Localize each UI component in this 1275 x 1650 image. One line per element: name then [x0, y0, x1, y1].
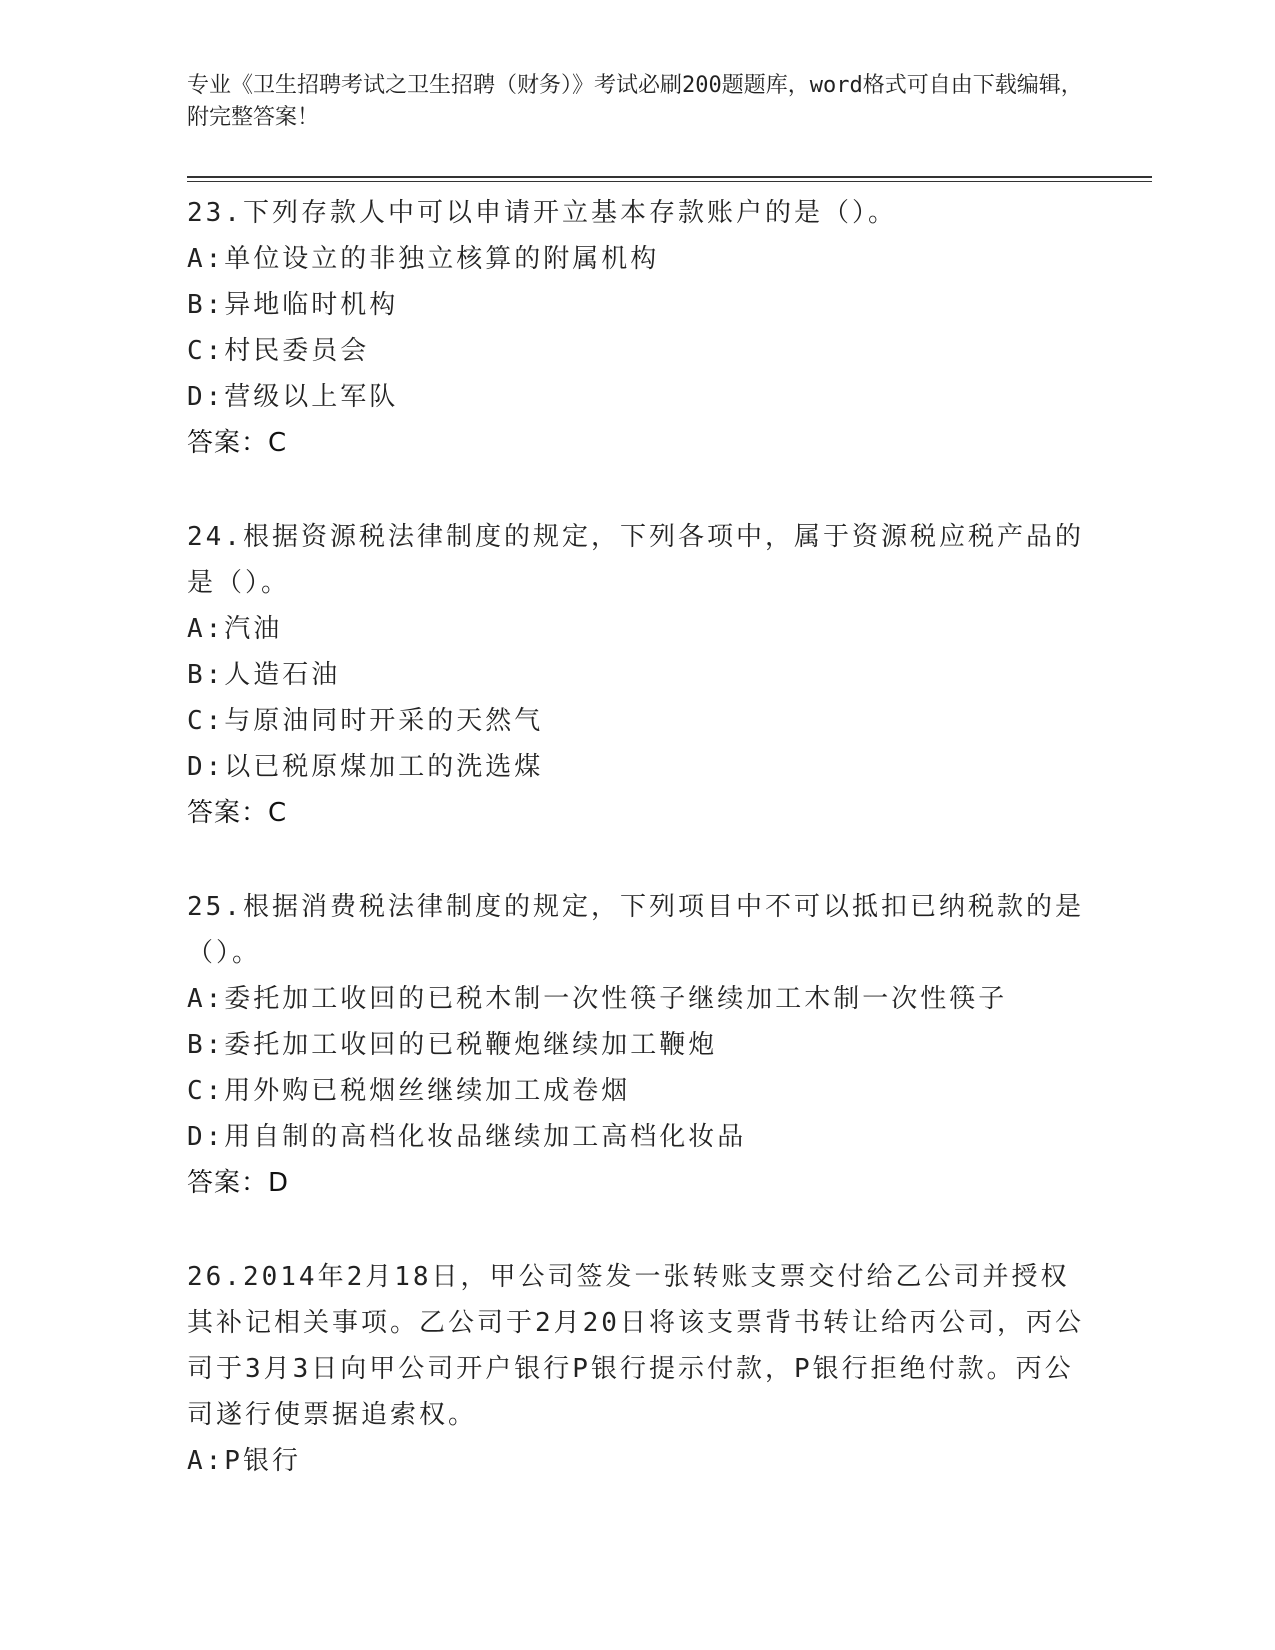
- option-a: A:单位设立的非独立核算的附属机构: [187, 244, 660, 274]
- option-a: A:汽油: [187, 614, 283, 644]
- option-b: B:异地临时机构: [187, 290, 399, 320]
- header-divider-thin: [187, 181, 1152, 182]
- question-list: [187, 190, 1087, 1532]
- answer-text: 答案：C: [187, 428, 288, 458]
- answer-text: 答案：C: [187, 798, 288, 828]
- question-text: 26.2014年2月18日，甲公司签发一张转账支票交付给乙公司并授权其补记相关事项。乙公司于2月20日将该支票背书转让给丙公司，丙公司于3月3日向甲公司开户银行P银行提示付款，P银行拒绝付款。丙公司遂行使票据追索权。: [187, 1262, 1084, 1430]
- question-24: [187, 514, 1087, 836]
- option-d: D:用自制的高档化妆品继续加工高档化妆品: [187, 1122, 747, 1152]
- option-d: D:以已税原煤加工的洗选煤: [187, 752, 544, 782]
- option-a: A:P银行: [187, 1446, 301, 1476]
- option-c: C:村民委员会: [187, 336, 370, 366]
- header-divider-thick: [187, 176, 1152, 178]
- answer-text: 答案：D: [187, 1168, 290, 1198]
- question-text: 24.根据资源税法律制度的规定，下列各项中，属于资源税应税产品的是（）。: [187, 522, 1084, 598]
- option-a: A:委托加工收回的已税木制一次性筷子继续加工木制一次性筷子: [187, 984, 1008, 1014]
- option-c: C:用外购已税烟丝继续加工成卷烟: [187, 1076, 631, 1106]
- question-text: 25.根据消费税法律制度的规定，下列项目中不可以抵扣已纳税款的是（）。: [187, 892, 1084, 968]
- question-25: [187, 884, 1087, 1206]
- option-b: B:人造石油: [187, 660, 341, 690]
- header-text: 专业《卫生招聘考试之卫生招聘（财务）》考试必刷200题题库，word格式可自由下载编辑，附完整答案！: [187, 73, 1083, 130]
- option-b: B:委托加工收回的已税鞭炮继续加工鞭炮: [187, 1030, 718, 1060]
- question-text: 23.下列存款人中可以申请开立基本存款账户的是（）。: [187, 198, 897, 228]
- question-26: [187, 1254, 1087, 1484]
- question-23: [187, 190, 1087, 466]
- document-header: [187, 70, 1087, 134]
- option-c: C:与原油同时开采的天然气: [187, 706, 544, 736]
- option-d: D:营级以上军队: [187, 382, 399, 412]
